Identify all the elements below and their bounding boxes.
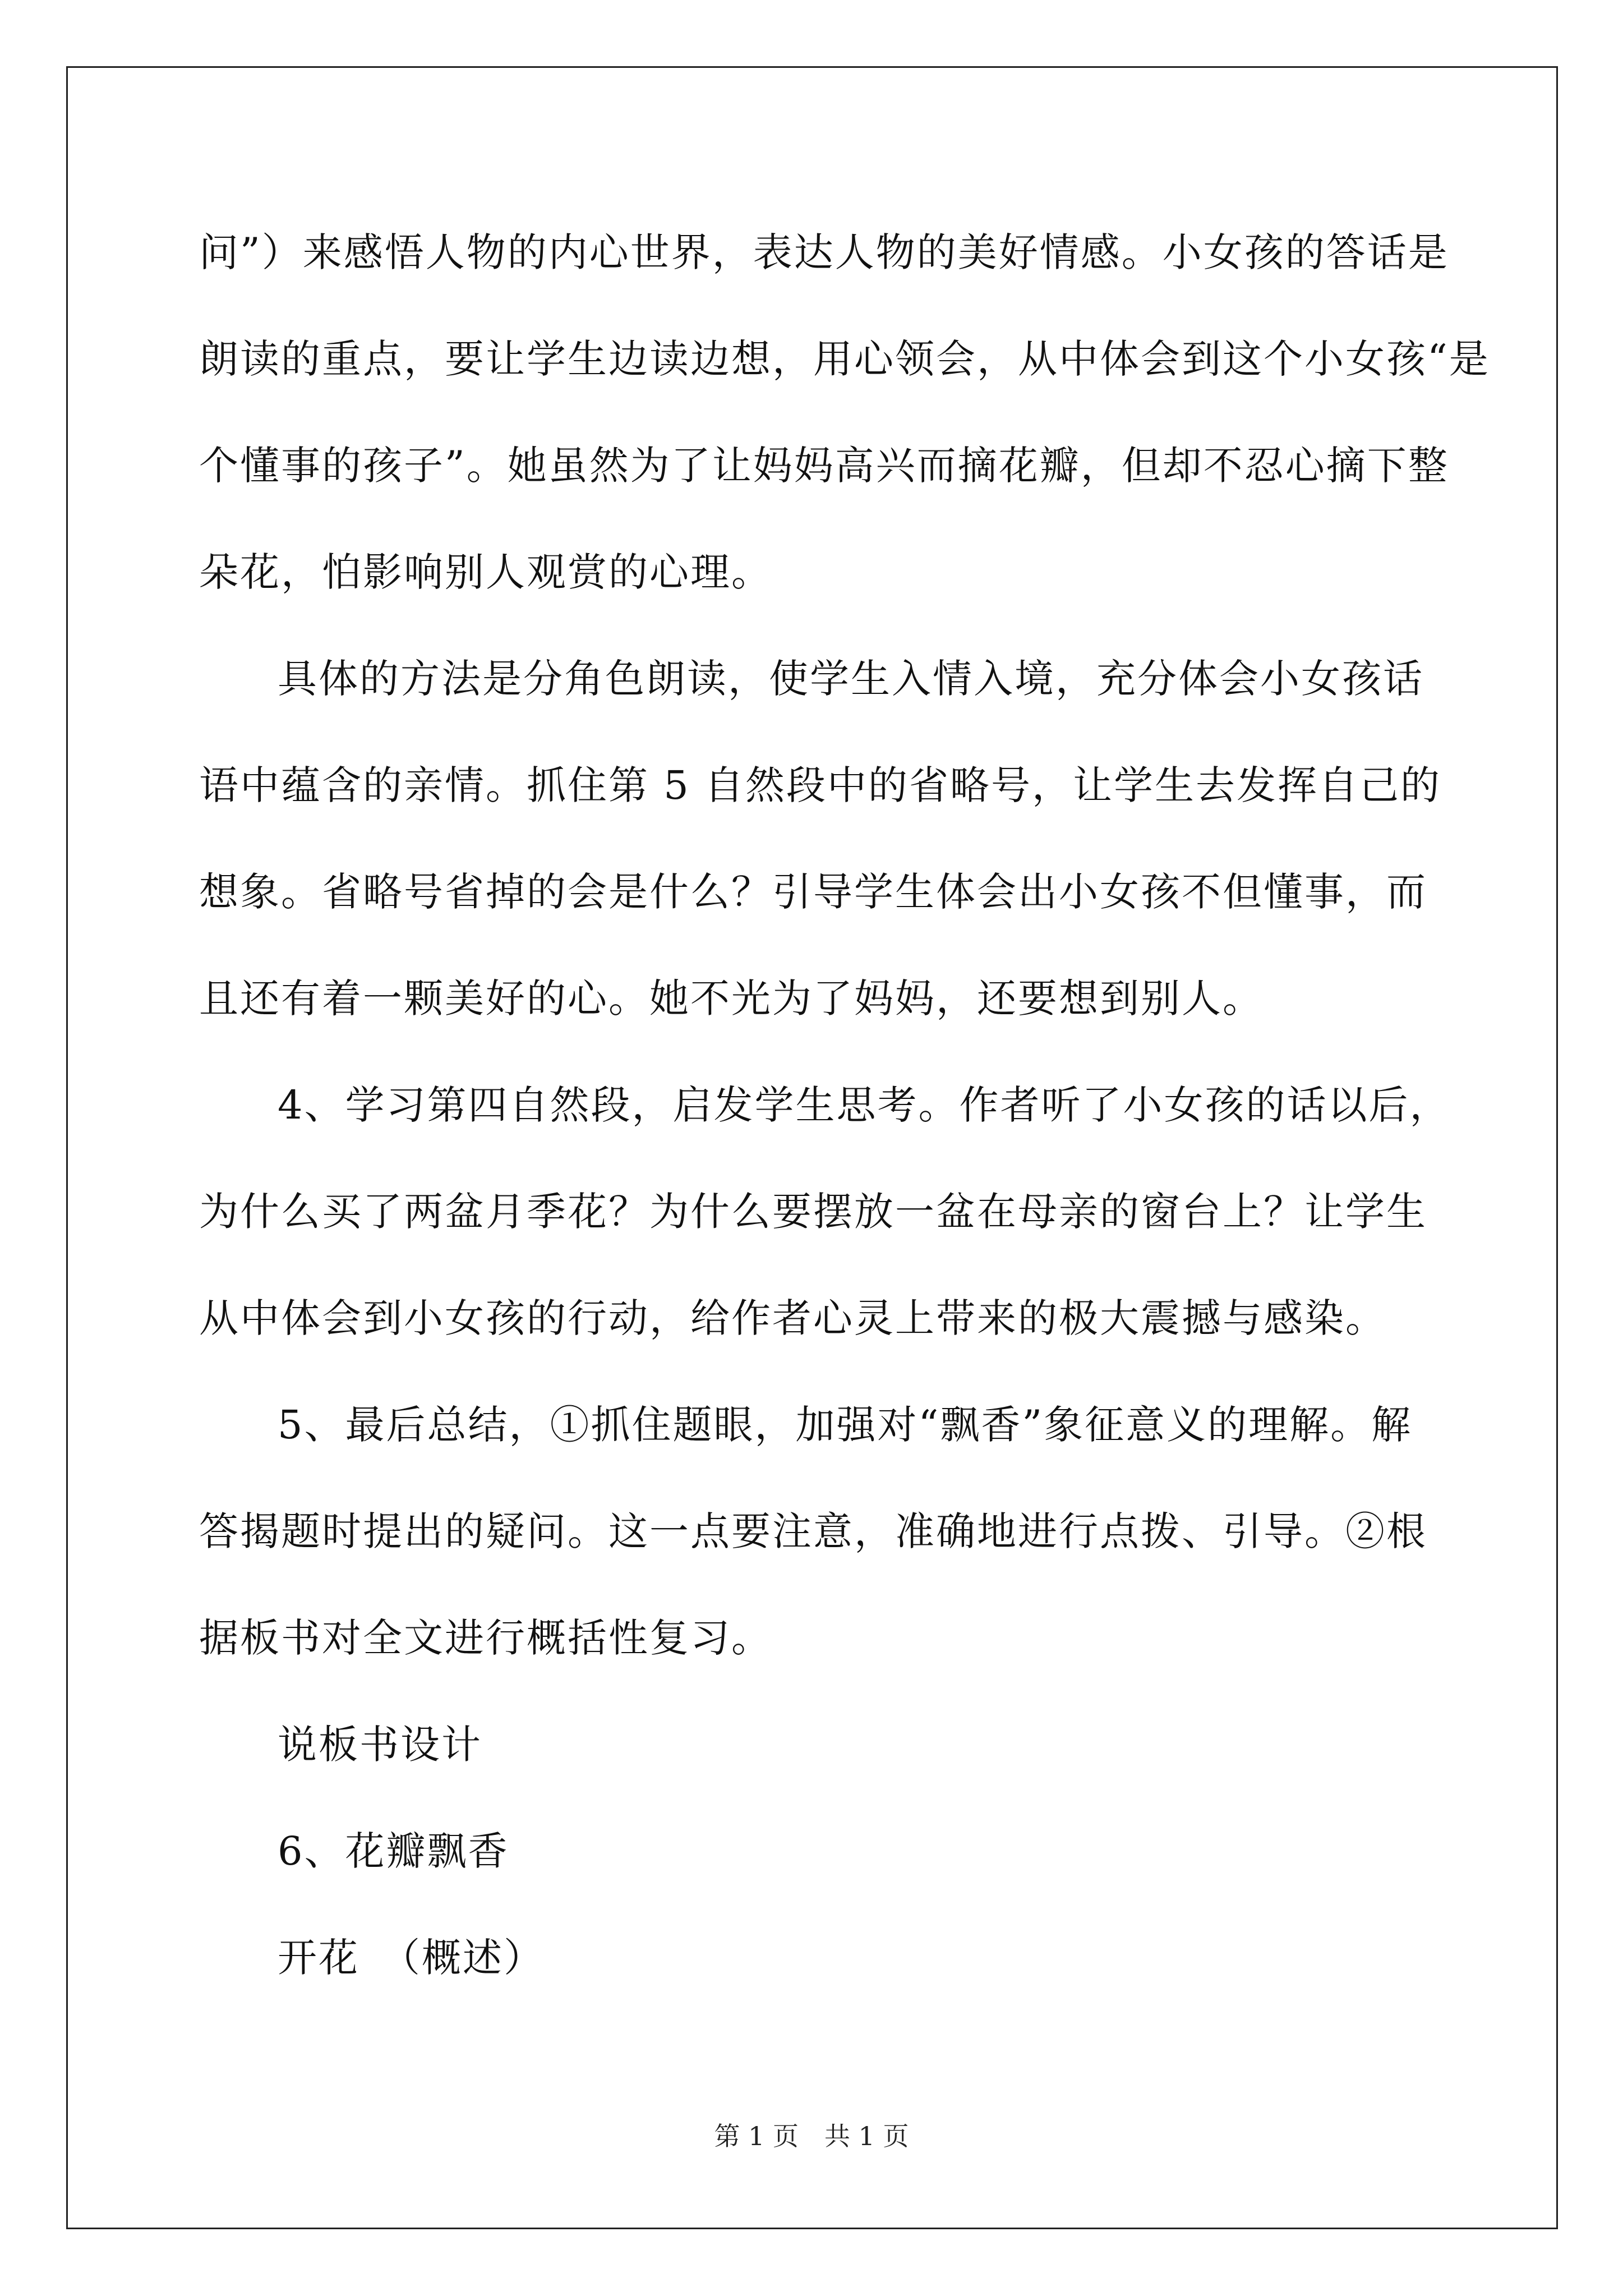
paragraph-2 <box>199 625 1442 1052</box>
document-body <box>199 199 1490 2011</box>
text-line: 开花 （概述） <box>278 1935 545 1981</box>
text-line: 据板书对全文进行概括性复习。 <box>199 1615 772 1661</box>
lesson-title <box>199 1798 1433 1904</box>
text-line: 为什么买了两盆月季花？为什么要摆放一盆在母亲的窗台上？让学生 <box>199 1189 1427 1235</box>
board-design-heading <box>199 1691 1433 1798</box>
text-line: 5、最后总结，①抓住题眼，加强对“飘香”象征意义的理解。解 <box>278 1402 1413 1448</box>
paragraph-1 <box>199 199 1490 625</box>
text-line: 个懂事的孩子”。她虽然为了让妈妈高兴而摘花瓣，但却不忍心摘下整 <box>199 443 1449 489</box>
text-line: 想象。省略号省掉的会是什么？引导学生体会出小女孩不但懂事，而 <box>199 869 1427 915</box>
text-line: 4、学习第四自然段，启发学生思考。作者听了小女孩的话以后， <box>278 1082 1451 1128</box>
text-line: 具体的方法是分角色朗读，使学生入情入境，充分体会小女孩话 <box>278 656 1424 702</box>
page-footer: 第 1 页 共 1 页 <box>714 2121 909 2151</box>
paragraph-4 <box>199 1372 1433 1691</box>
text-line: 问”）来感悟人物的内心世界，表达人物的美好情感。小女孩的答话是 <box>199 229 1449 275</box>
text-line: 语中蕴含的亲情。抓住第 5 自然段中的省略号，让学生去发挥自己的 <box>199 762 1442 808</box>
board-item <box>199 1904 1433 2011</box>
text-line: 从中体会到小女孩的行动，给作者心灵上带来的极大震撼与感染。 <box>199 1295 1386 1341</box>
paragraph-3 <box>199 1052 1451 1372</box>
text-line: 且还有着一颗美好的心。她不光为了妈妈，还要想到别人。 <box>199 976 1264 1022</box>
text-line: 说板书设计 <box>278 1722 482 1768</box>
text-line: 朗读的重点，要让学生边读边想，用心领会，从中体会到这个小女孩“是 <box>199 336 1490 382</box>
text-line: 朵花，怕影响别人观赏的心理。 <box>199 549 772 595</box>
text-line: 6、花瓣飘香 <box>278 1828 509 1874</box>
text-line: 答揭题时提出的疑问。这一点要注意，准确地进行点拨、引导。②根 <box>199 1508 1427 1554</box>
